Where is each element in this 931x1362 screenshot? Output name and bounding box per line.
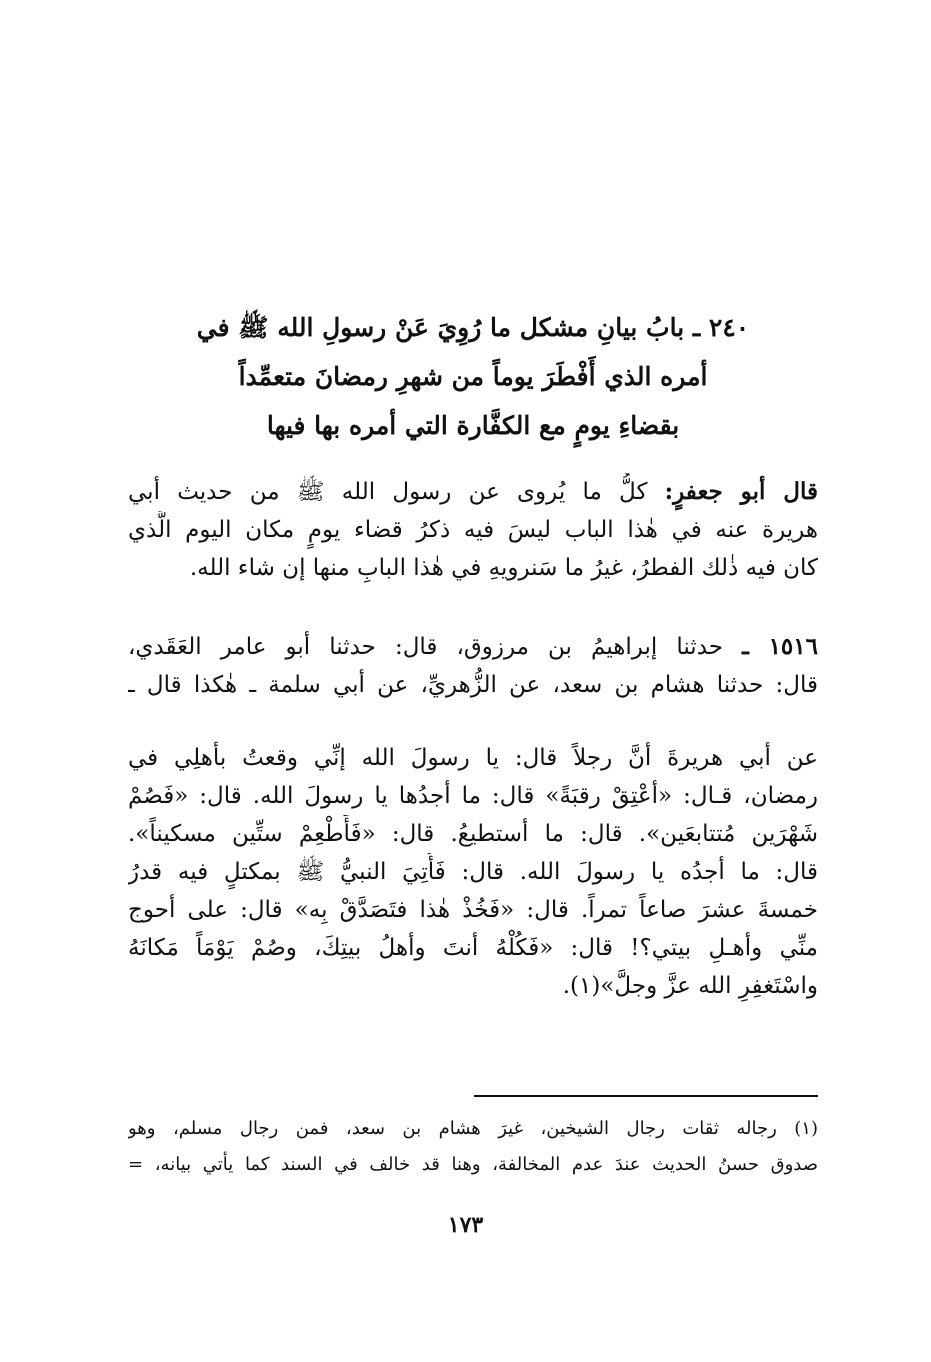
page-number: ١٧٣	[447, 1212, 484, 1238]
paragraph-line: عن أبي هريرةَ أنَّ رجلاً قال: يا رسولَ الله إنِّي وقعتُ بأهلِي في	[128, 745, 818, 771]
paragraph-line: قال: حدثنا هشام بن سعد، عن الزُّهريِّ، عن أبي سلمة ـ هٰكذا قال ـ	[128, 672, 818, 698]
paragraph-line: واسْتَغفِرِ الله عزَّ وجلَّ»(١).	[562, 973, 818, 999]
paragraph-line	[128, 628, 818, 666]
paragraph-line: منِّي وأهـلِ بيتي؟! قال: «فَكُلْهُ أنتَ وأهلُ بيتِكَ، وصُمْ يَوْمَاً مَكانَهُ	[128, 935, 818, 961]
paragraph-line: رمضان، قـال: «أعْتِقْ رقبَةً» قال: ما أجدُها يا رسولَ الله. قال: «فَصُمْ	[128, 783, 818, 809]
intro-paragraph	[128, 473, 818, 587]
hadith-text-paragraph	[128, 739, 818, 1005]
heading-line: بقضاءِ يومٍ مع الكفَّارة التي أمره بها فيها	[266, 411, 680, 440]
paragraph-text: حدثنا إبراهيمُ بن مرزوق، قال: حدثنا أبو عامر العَقَدي،	[128, 634, 743, 660]
speaker-lead: قال أبو جعفرٍ:	[664, 478, 818, 505]
paragraph-text: كلُّ ما يُروى عن رسول الله ﷺ من حديث أبي	[128, 479, 665, 505]
paragraph-line: هريرة عنه في هٰذا الباب ليسَ فيه ذكرُ قضاء يومٍ مكان اليوم الَّذي	[128, 517, 818, 543]
paragraph-line	[128, 473, 818, 511]
footnote-line: صدوق حسنُ الحديث عندَ عدم المخالفة، وهنا قد خالف في السند كما يأتي بيانه، =	[128, 1154, 818, 1175]
hadith-number: ١٥١٦ ـ	[742, 633, 818, 660]
heading-line: ٢٤٠ ـ بابُ بيانِ مشكل ما رُوِيَ عَنْ رسولِ الله ﷺ في	[196, 313, 750, 342]
heading-line: أمره الذي أَفْطَرَ يوماً من شهرِ رمضانَ متعمِّداً	[238, 362, 708, 391]
footnote-line: (١) رجاله ثقات رجال الشيخين، غيرَ هشام بن سعد، فمن رجال مسلم، وهو	[128, 1118, 818, 1139]
paragraph-line: خمسةَ عشرَ صاعاً تمراً. قال: «فَخُذْ هٰذا فتَصَدَّقْ بِه» قال: على أحوج	[128, 897, 818, 923]
paragraph-line: قال: ما أجدُه يا رسولَ الله. قال: فَأُتِيَ النبيُّ ﷺ بمكتلٍ فيه قدرُ	[128, 859, 818, 885]
footnote-divider	[474, 1095, 818, 1097]
hadith-chain-paragraph	[128, 628, 818, 704]
paragraph-line: شَهْرَين مُتتابعَين». قال: ما أستطيعُ. قال: «فَأَطْعِمْ ستِّين مسكيناً».	[128, 821, 818, 847]
footnote	[128, 1111, 818, 1183]
chapter-heading	[185, 303, 761, 450]
paragraph-line: كان فيه ذٰلك الفطرُ، غيرُ ما سَنرويهِ في هٰذا البابِ منها إن شاء الله.	[189, 555, 818, 581]
